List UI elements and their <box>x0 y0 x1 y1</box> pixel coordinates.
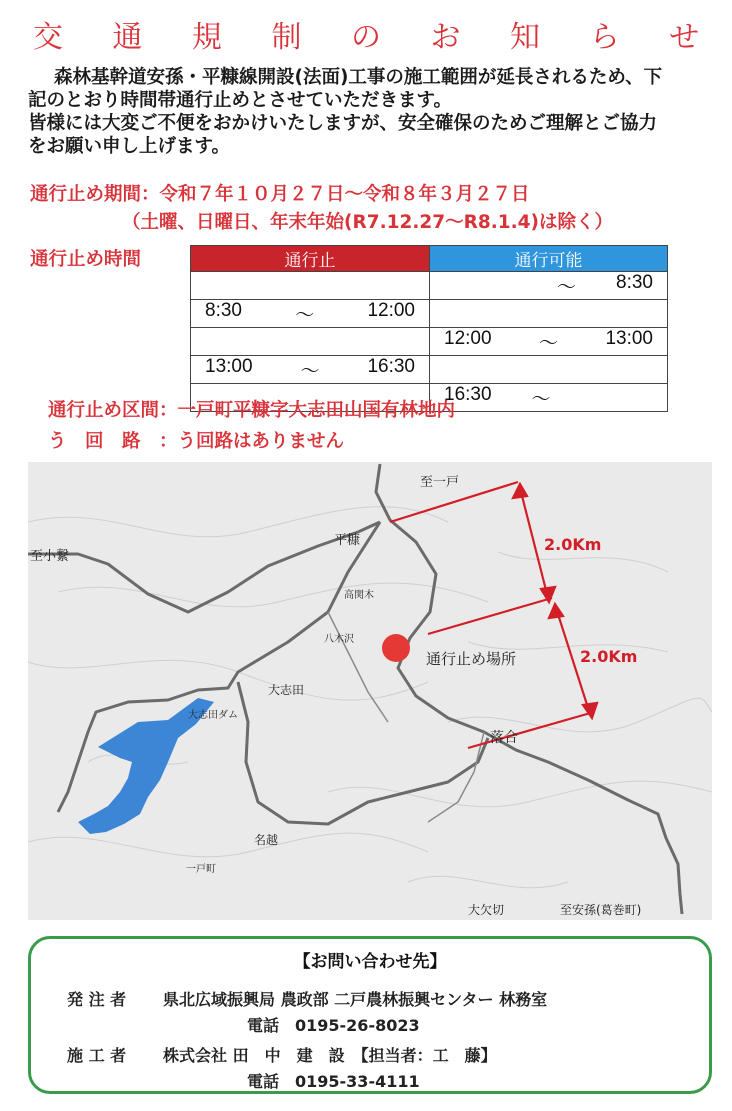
map-label-to-abiko: 至安孫(葛巻町) <box>560 903 642 917</box>
map-distance-1: 2.0Km <box>544 535 602 554</box>
intro-line: 皆様には大変ご不便をおかけいたしますが、安全確保のためご理解とご協力 <box>28 113 658 134</box>
map-label-ooshida-dam: 大志田ダム <box>188 710 238 721</box>
open-cell <box>430 300 668 328</box>
time-value: 13:00 <box>205 356 253 377</box>
map-label-ooshida: 大志田 <box>268 683 305 697</box>
time-value: 8:30 <box>616 272 653 293</box>
open-cell <box>430 384 668 412</box>
intro-line: 森林基幹道安孫・平糠線開設(法面)工事の施工範囲が延長されるため、下 <box>54 67 663 88</box>
detour-info: う 回 路 ：う回路はありません <box>48 431 345 452</box>
time-value: 12:00 <box>444 328 492 349</box>
closed-cell <box>191 272 430 300</box>
time-value: 16:30 <box>444 384 492 405</box>
tilde: ～ <box>538 333 558 354</box>
map-label-yagisawa: 八木沢 <box>324 634 354 645</box>
closure-time-label: 通行止め時間 <box>30 249 142 270</box>
route-map <box>28 462 712 920</box>
closure-period: 通行止め期間：令和７年１０月２７日～令和８年３月２７日 <box>30 184 530 205</box>
closure-section: 通行止め区間：一戸町平糠字大志田山国有林地内 <box>48 400 456 421</box>
time-value: 12:00 <box>367 300 415 321</box>
contact-heading: 【お問い合わせ先】 <box>293 952 447 972</box>
open-cell <box>430 356 668 384</box>
tilde: ～ <box>300 361 320 382</box>
builder-label: 施 工 者 <box>67 1046 127 1065</box>
map-label-ichinohe-town: 一戸町 <box>186 864 216 875</box>
map-label-hirarka: 平糠 <box>334 533 361 548</box>
map-distance-2: 2.0Km <box>580 647 638 666</box>
table-row <box>191 328 668 356</box>
schedule-table <box>190 245 668 412</box>
tilde: ～ <box>295 305 315 326</box>
map-label-nakoshi: 名越 <box>254 833 279 847</box>
orderer-name: 県北広域振興局 農政部 二戸農林振興センター 林務室 <box>163 990 548 1009</box>
header-open: 通行可能 <box>430 246 668 272</box>
map-label-to-ichinohe: 至一戸 <box>420 475 460 490</box>
map-label-takasekigi: 高関木 <box>344 590 374 601</box>
intro-line: をお願い申し上げます。 <box>28 136 231 157</box>
tilde: ～ <box>531 389 551 410</box>
orderer-phone: 電話 0195-26-8023 <box>247 1016 420 1035</box>
time-value: 13:00 <box>605 328 653 349</box>
builder-phone: 電話 0195-33-4111 <box>247 1072 420 1091</box>
closure-marker <box>382 634 410 662</box>
header-closed: 通行止 <box>191 246 430 272</box>
time-value: 16:30 <box>367 356 415 377</box>
orderer-label: 発 注 者 <box>67 990 127 1009</box>
map-label-to-kotsunagi: 至小繋 <box>30 549 70 564</box>
map-label-ochiai: 落合 <box>490 730 518 746</box>
contact-box <box>28 936 712 1094</box>
open-cell <box>430 328 668 356</box>
intro-line: 記のとおり時間帯通行止めとさせていただきます。 <box>28 90 453 111</box>
map-label-ookyugiri: 大欠切 <box>468 903 505 917</box>
table-row <box>191 300 668 328</box>
table-row <box>191 356 668 384</box>
time-value: 8:30 <box>205 300 242 321</box>
open-cell <box>430 272 668 300</box>
tilde: ～ <box>557 277 577 298</box>
map-label-closure: 通行止め場所 <box>426 650 517 668</box>
builder-name: 株式会社 田 中 建 設 【担当者：工 藤】 <box>163 1046 497 1065</box>
table-row <box>191 272 668 300</box>
intro-text <box>28 66 720 158</box>
closed-cell <box>191 300 430 328</box>
closed-cell <box>191 328 430 356</box>
closed-cell <box>191 356 430 384</box>
notice-title: 交 通 規 制 の お 知 ら せ <box>32 20 720 55</box>
closure-period-exceptions: （土曜、日曜日、年末年始(R7.12.27～R8.1.4)は除く） <box>122 212 613 233</box>
